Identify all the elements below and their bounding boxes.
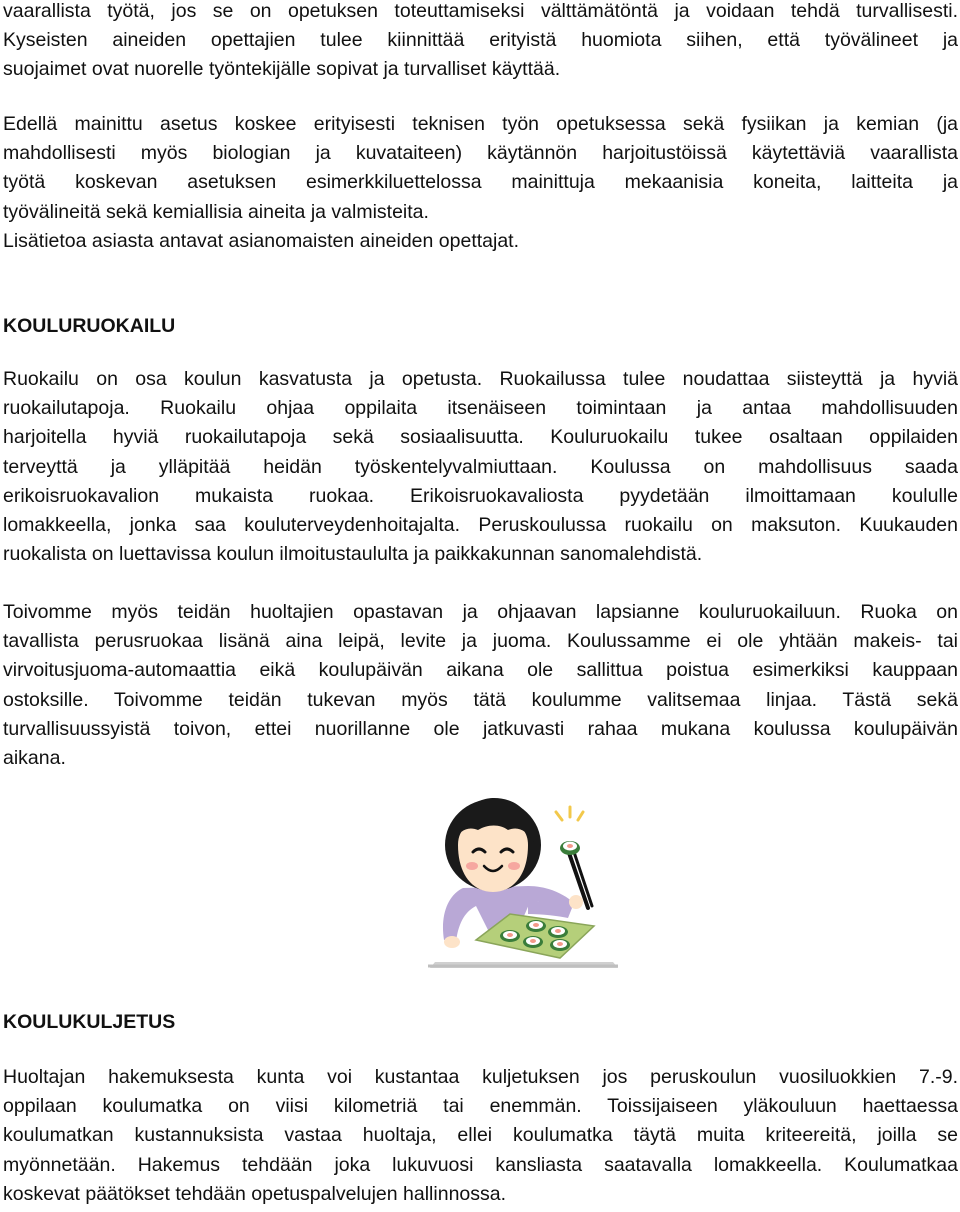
text-line: Toivomme myös teidän huoltajien opastavan ja ohjaavan lapsianne kouluruokailuun. Ruoka on <box>3 601 958 623</box>
text-line: työvälineitä sekä kemiallisia aineita ja valmisteita. <box>3 200 429 223</box>
text-line: mahdollisesti myös biologian ja kuvataiteen) käytännön harjoitustöissä käytettäviä vaarallista <box>3 142 958 165</box>
text-line: turvallisuussyistä toivon, ettei nuorillanne ole jatkuvasti rahaa mukana koulussa koulupäivän <box>3 717 958 740</box>
girl-eating-sushi-icon <box>418 790 628 972</box>
asetus-paragraph <box>3 113 958 259</box>
text-line: ostoksille. Toivomme teidän tukevan myös tätä koulumme valitsemaa linjaa. Tästä sekä <box>3 688 958 711</box>
text-line: aikana. <box>3 746 66 769</box>
section-heading-kouluruokailu: KOULURUOKAILU <box>3 315 176 337</box>
text-line: erikoisruokavalion mukaista ruokaa. Erikoisruokavaliosta pyydetään ilmoittamaan koululle <box>3 484 958 507</box>
text-line: suojaimet ovat nuorelle työntekijälle sopivat ja turvalliset käyttää. <box>3 58 561 81</box>
text-line: terveyttä ja ylläpitää heidän työskentelyvalmiuttaan. Koulussa on mahdollisuus saada <box>3 455 958 478</box>
text-line: ruokalista on luettavissa koulun ilmoitustaululta ja paikkakunnan sanomalehdistä. <box>3 543 703 566</box>
text-line: lomakkeella, jonka saa kouluterveydenhoitajalta. Peruskoulussa ruokailu on maksuton. Kuukauden <box>3 513 958 536</box>
section-heading-koulukuljetus: KOULUKULJETUS <box>3 1011 176 1033</box>
held-sushi <box>560 841 580 855</box>
intro-paragraph <box>3 0 958 88</box>
kouluruokailu-paragraph-2 <box>3 601 958 776</box>
text-line: ruokailutapoja. Ruokailu ohjaa oppilaita itsenäiseen toimintaan ja antaa mahdollisuuden <box>3 397 958 420</box>
text-line: virvoitusjuoma-automaattia eikä koulupäivän aikana ole sallittua poistua esimerkiksi kauppaan <box>3 659 958 682</box>
text-line: Lisätietoa asiasta antavat asianomaisten aineiden opettajat. <box>3 229 520 252</box>
text-line: työtä koskevan asetuksen esimerkkiluettelossa mainittuja mekaanisia koneita, laitteita ja <box>3 171 958 194</box>
text-line: Kyseisten aineiden opettajien tulee kiinnittää erityistä huomiota siihen, että työvälineet ja <box>3 29 958 52</box>
text-line: koskevat päätökset tehdään opetuspalvelujen hallinnossa. <box>3 1182 507 1205</box>
text-line: Huoltajan hakemuksesta kunta voi kustantaa kuljetuksen jos peruskoulun vuosiluokkien 7.-9. <box>3 1066 958 1088</box>
text-line: Edellä mainittu asetus koskee erityisesti teknisen työn opetuksessa sekä fysiikan ja kemian (ja <box>3 113 958 135</box>
text-line: myönnetään. Hakemus tehdään joka lukuvuosi kansliasta saatavalla lomakkeella. Koulumatkaa <box>3 1153 958 1176</box>
kouluruokailu-paragraph-1 <box>3 368 958 572</box>
text-line: vaarallista työtä, jos se on opetuksen toteuttamiseksi välttämätöntä ja voidaan tehdä turvallisesti. <box>3 0 958 22</box>
text-line: tavallista perusruokaa lisänä aina leipä, levite ja juoma. Koulussamme ei ole yhtään makeis- tai <box>3 630 958 653</box>
text-line: koulumatkan kustannuksista vastaa huoltaja, ellei koulumatka täytä muita kriteereitä, joilla se <box>3 1124 958 1147</box>
text-line: oppilaan koulumatka on viisi kilometriä tai enemmän. Toissijaiseen yläkouluun haettaessa <box>3 1095 958 1118</box>
text-line: Ruokailu on osa koulun kasvatusta ja opetusta. Ruokailussa tulee noudattaa siisteyttä ja hyviä <box>3 368 958 390</box>
koulukuljetus-paragraph <box>3 1066 958 1212</box>
text-line: harjoitella hyviä ruokailutapoja sekä sosiaalisuutta. Kouluruokailu tukee osaltaan oppilaiden <box>3 426 958 449</box>
